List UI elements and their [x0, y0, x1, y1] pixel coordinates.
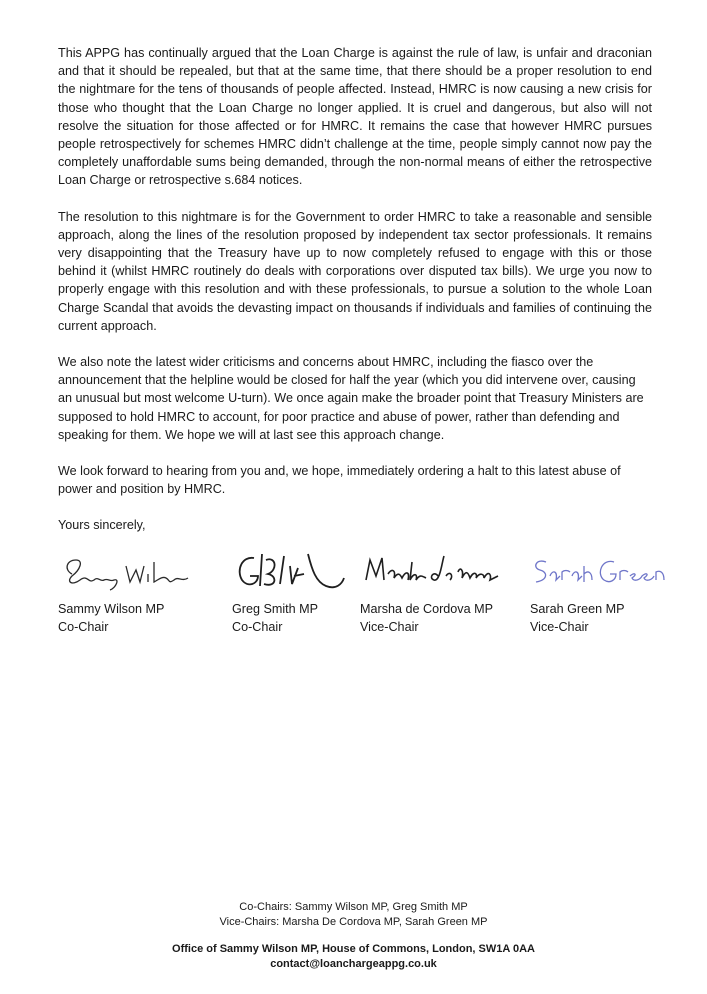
signatory-role: Vice-Chair: [360, 620, 419, 634]
footer-vice-chairs: Vice-Chairs: Marsha De Cordova MP, Sarah Green MP: [219, 916, 488, 928]
signature-marsha-de-cordova: [360, 540, 510, 596]
signatory-marsha-de-cordova: [360, 540, 510, 636]
letter-footer: [0, 900, 707, 972]
footer-office-address: Office of Sammy Wilson MP, House of Commons, London, SW1A 0AA: [172, 943, 535, 955]
signatory-sammy-wilson: [58, 540, 208, 636]
signatory-name: Sammy Wilson MP: [58, 602, 165, 616]
paragraph-4: We look forward to hearing from you and, we hope, immediately ordering a halt to this latest abuse of power and position by HMRC.: [58, 464, 621, 497]
footer-co-chairs: Co-Chairs: Sammy Wilson MP, Greg Smith MP: [239, 901, 468, 913]
signature-greg-smith: [232, 540, 372, 596]
signature-sarah-green: [530, 540, 670, 596]
signature-sammy-wilson: [58, 540, 198, 596]
signatory-role: Vice-Chair: [530, 620, 589, 634]
signatory-name: Sarah Green MP: [530, 602, 625, 616]
signatory-role: Co-Chair: [58, 620, 109, 634]
letter-body: [58, 44, 652, 557]
paragraph-1: This APPG has continually argued that the Loan Charge is against the rule of law, is unfair and draconian and that it should be repealed, but that at the same time, that there should be a proper resolution to end the nightmare for the tens of thousands of people affected. Instead, HMRC is now causing a new crisis for those who thought that the Loan Charge no longer applied. It is cruel and dangerous, but also will not resolve the situation for those affected or for HMRC. It remains the case that however HMRC pursues people retrospectively for schemes HMRC didn’t challenge at the time, people simply cannot now pay the completely unaffordable sums being demanded, through the non-normal means of either the retrospective Loan Charge or retrospective s.684 notices.: [58, 46, 652, 188]
signatory-name: Greg Smith MP: [232, 602, 319, 616]
paragraph-2: The resolution to this nightmare is for the Government to order HMRC to take a reasonable and sensible approach, along the lines of the resolution proposed by independent tax sector professionals. It remains very disappointing that the Treasury have up to now completely refused to engage with this or those behind it (whilst HMRC routinely do deals with corporations over disputed tax bills). We urge you now to properly engage with this resolution and with these professionals, to pursue a solution to the whole Loan Charge Scandal that avoids the devasting impact on thousands if individuals and families of continuing the current approach.: [58, 209, 652, 333]
signature-block: [58, 540, 658, 640]
paragraph-3: We also note the latest wider criticisms and concerns about HMRC, including the fiasco over the announcement that the helpline would be closed for half the year (which you did intervene over, causing an unusual but most welcome U-turn). We once again make the broader point that Treasury Ministers are supposed to hold HMRC to account, for poor practice and abuse of power, rather than defending and speaking for them. We hope we will at last see this approach change.: [58, 355, 644, 442]
closing-salutation: Yours sincerely,: [58, 518, 146, 533]
footer-contact-email: contact@loanchargeappg.co.uk: [270, 958, 437, 970]
signatory-name: Marsha de Cordova MP: [360, 602, 493, 616]
signatory-role: Co-Chair: [232, 620, 283, 634]
signatory-sarah-green: [530, 540, 680, 636]
